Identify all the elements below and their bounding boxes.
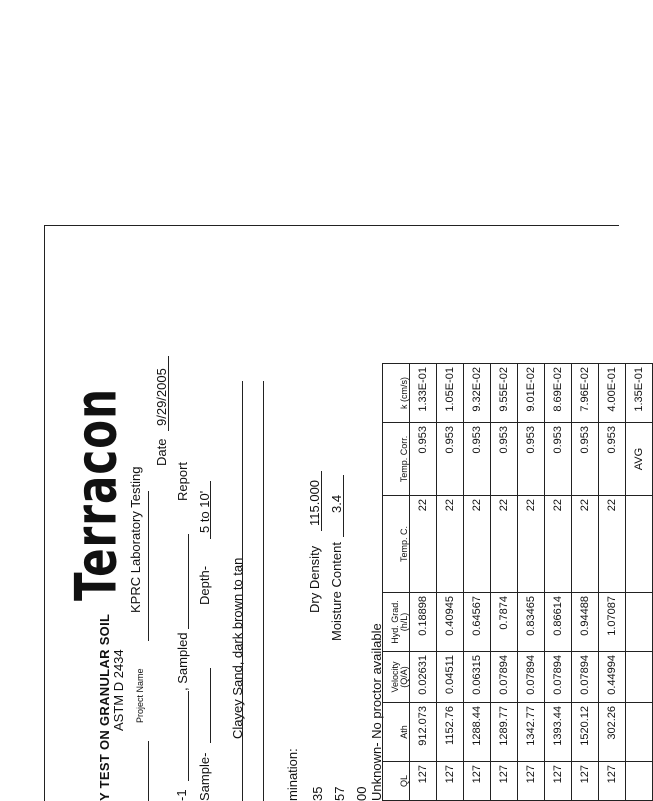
cell: 22 [410,496,437,593]
cell: 302.26 [599,703,626,762]
cell: 0.06315 [464,652,491,703]
cell [626,762,653,801]
cell: 0.953 [599,423,626,496]
depth-label: Depth- [197,565,212,605]
avg-label: AVG [626,423,653,496]
table-row [437,364,464,801]
cell: 0.953 [437,423,464,496]
rule [210,481,211,539]
table-row [464,364,491,801]
proctor-note: Unknown- No proctor available [369,623,384,801]
cell: 0.07894 [572,652,599,703]
cell: 0.86614 [545,593,572,652]
table-row [410,364,437,801]
table-row [572,364,599,801]
rule [263,381,264,801]
cell: 0.40945 [437,593,464,652]
date-label: Date [154,438,169,466]
table-row [545,364,572,801]
rule [168,356,169,431]
cell: 0.953 [410,423,437,496]
moisture-content-value: 3.4 [329,494,344,513]
table-header-row [383,364,410,801]
determination-value: 57 [332,786,347,801]
cell: 0.94488 [572,593,599,652]
cell [626,593,653,652]
rule [210,668,211,743]
cell: 0.953 [572,423,599,496]
cell: 0.953 [464,423,491,496]
cell: 1288.44 [464,703,491,762]
cell: 912.073 [410,703,437,762]
cell: 0.953 [518,423,545,496]
cell: 1.33E-01 [410,364,437,423]
standard-label: ASTM D 2434 [111,649,126,731]
cell: 127 [437,762,464,801]
cell: 1152.76 [437,703,464,762]
column-header: Velocity (Q/A) [383,652,410,703]
determination-value: 00 [354,786,369,801]
table-row [491,364,518,801]
cell: 0.83465 [518,593,545,652]
cell: 1342.77 [518,703,545,762]
cell: 127 [410,762,437,801]
cell: 9.55E-02 [491,364,518,423]
sampled-label: , Sampled [175,632,190,691]
depth-value: 5 to 10' [197,490,212,533]
column-header: Temp. C. [383,496,410,593]
cell: 22 [599,496,626,593]
sample-label: Sample- [197,752,212,801]
scanned-page [44,225,645,801]
project-name-value: KPRC Laboratory Testing [128,466,143,613]
cell: 0.18898 [410,593,437,652]
determination-value: 35 [310,786,325,801]
cell: 7.96E-02 [572,364,599,423]
column-header: k (cm/s) [383,364,410,423]
cell: 127 [599,762,626,801]
cell: 1520.12 [572,703,599,762]
rule [188,534,189,629]
cell: 127 [518,762,545,801]
cell: 22 [437,496,464,593]
column-header: QL [383,762,410,801]
cell: 9.01E-02 [518,364,545,423]
rule [188,691,189,781]
cell: 22 [464,496,491,593]
cell: 22 [491,496,518,593]
cell: 22 [545,496,572,593]
rotated-sheet [45,226,645,801]
rule [321,471,322,531]
cell [626,496,653,593]
column-header: Ath [383,703,410,762]
left-fragment: -1 [174,789,189,801]
cell: 0.04511 [437,652,464,703]
permeability-table [382,363,653,801]
document-title: Y TEST ON GRANULAR SOIL [97,613,112,801]
cell: 0.02631 [410,652,437,703]
cell: 0.953 [545,423,572,496]
cell [626,652,653,703]
cell: 0.7874 [491,593,518,652]
rule [242,381,243,801]
dry-density-value: 115.000 [307,479,322,526]
cell: 0.07894 [545,652,572,703]
cell: 1289.77 [491,703,518,762]
soil-description: Clayey Sand, dark brown to tan [230,557,245,739]
cell: 0.44994 [599,652,626,703]
cell [626,703,653,762]
cell: 127 [572,762,599,801]
table-avg-row [626,364,653,801]
cell: 8.69E-02 [545,364,572,423]
cell: 127 [545,762,572,801]
cell: 22 [572,496,599,593]
table-row [518,364,545,801]
report-label: Report [175,461,190,501]
table-row [599,364,626,801]
project-name-label: Project Name [135,668,145,723]
rule [343,475,344,537]
avg-value: 1.35E-01 [626,364,653,423]
cell: 1.07087 [599,593,626,652]
cell: 0.07894 [491,652,518,703]
cell: 22 [518,496,545,593]
cell: 9.32E-02 [464,364,491,423]
date-value: 9/29/2005 [154,368,169,426]
rule [148,491,149,641]
terracon-logo: Terracon [63,388,130,601]
cell: 127 [464,762,491,801]
cell: 1.05E-01 [437,364,464,423]
cell: 4.00E-01 [599,364,626,423]
cell: 1393.44 [545,703,572,762]
cell: 0.64567 [464,593,491,652]
column-header: Temp. Corr. [383,423,410,496]
moisture-content-label: Moisture Content [329,542,344,641]
cell: 0.07894 [518,652,545,703]
cell: 0.953 [491,423,518,496]
cell: 127 [491,762,518,801]
determination-label: mination: [285,748,300,801]
rule [148,741,149,801]
column-header: Hyd. Grad. (h/L) [383,593,410,652]
dry-density-label: Dry Density [307,545,322,613]
